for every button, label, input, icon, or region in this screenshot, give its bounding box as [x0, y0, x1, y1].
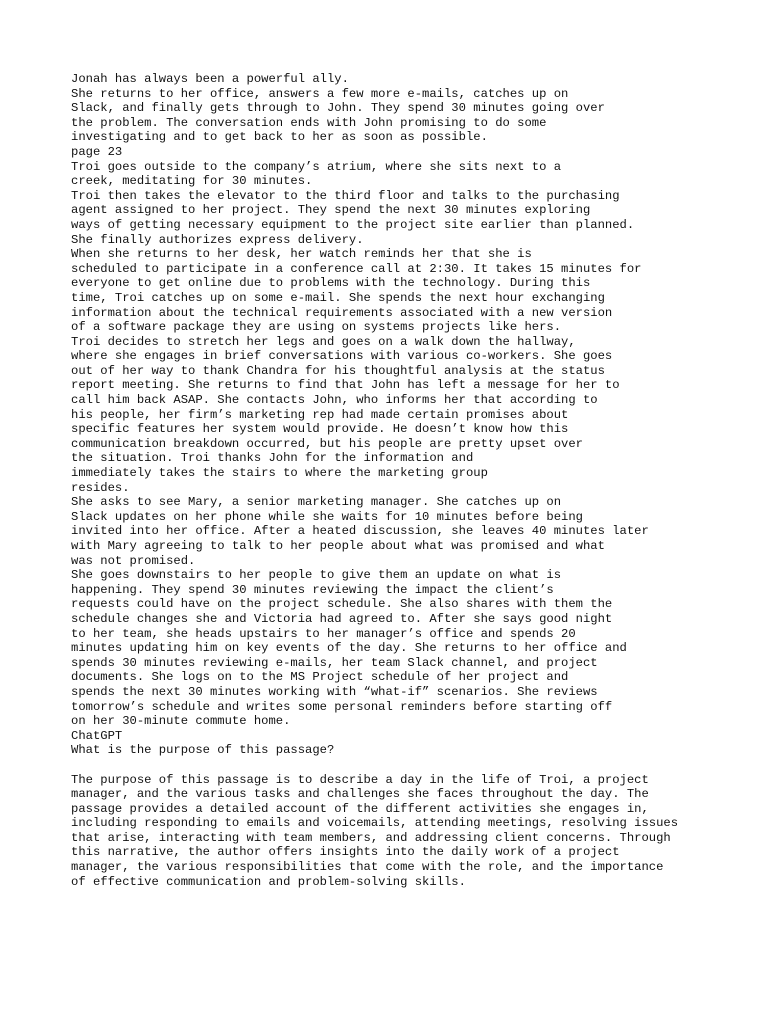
answer-line: The purpose of this passage is to describe a day in the life of Troi, a project	[71, 772, 649, 787]
passage-line: happening. They spend 30 minutes reviewing the impact the client’s	[71, 582, 554, 597]
answer-line: that arise, interacting with team members, and addressing client concerns. Through	[71, 830, 671, 845]
passage-line: page 23	[71, 144, 123, 159]
passage-line: Slack, and finally gets through to John. They spend 30 minutes going over	[71, 101, 605, 116]
passage-line: spends 30 minutes reviewing e-mails, her team Slack channel, and project	[71, 655, 598, 670]
passage-line: the problem. The conversation ends with John promising to do some	[71, 115, 547, 130]
answer-line: of effective communication and problem-solving skills.	[71, 874, 466, 889]
passage-line: where she engages in brief conversations with various co-workers. She goes	[71, 349, 613, 364]
passage-line: his people, her firm’s marketing rep had made certain promises about	[71, 407, 569, 422]
passage-line: schedule changes she and Victoria had agreed to. After she says good night	[71, 611, 613, 626]
passage-line: She asks to see Mary, a senior marketing manager. She catches up on	[71, 495, 562, 510]
passage-line: the situation. Troi thanks John for the information and	[71, 451, 474, 466]
passage-line: agent assigned to her project. They spend the next 30 minutes exploring	[71, 203, 591, 218]
passage-line: Jonah has always been a powerful ally.	[71, 72, 349, 86]
speaker-label: ChatGPT	[71, 728, 123, 743]
passage-line: scheduled to participate in a conference call at 2:30. It takes 15 minutes for	[71, 261, 642, 276]
passage-line: on her 30-minute commute home.	[71, 714, 291, 729]
answer-line: this narrative, the author offers insights into the daily work of a project	[71, 845, 620, 860]
passage-line: specific features her system would provide. He doesn’t know how this	[71, 422, 569, 437]
question-text: What is the purpose of this passage?	[71, 743, 335, 758]
passage-line: Troi then takes the elevator to the third floor and talks to the purchasing	[71, 188, 620, 203]
passage-line: tomorrow’s schedule and writes some personal reminders before starting off	[71, 699, 613, 714]
answer-line: passage provides a detailed account of the different activities she engages in,	[71, 801, 649, 816]
passage-line: requests could have on the project schedule. She also shares with them the	[71, 597, 613, 612]
passage-line: out of her way to thank Chandra for his thoughtful analysis at the status	[71, 363, 605, 378]
passage-line: Slack updates on her phone while she waits for 10 minutes before being	[71, 509, 583, 524]
passage-line: everyone to get online due to problems with the technology. During this	[71, 276, 591, 291]
passage-line: investigating and to get back to her as soon as possible.	[71, 130, 488, 145]
answer-line: manager, and the various tasks and challenges she faces throughout the day. The	[71, 787, 649, 802]
passage-line: of a software package they are using on systems projects like hers.	[71, 320, 562, 335]
passage-line: She returns to her office, answers a few more e-mails, catches up on	[71, 86, 569, 101]
answer-line: including responding to emails and voicemails, attending meetings, resolving issues	[71, 816, 679, 831]
passage-line: to her team, she heads upstairs to her manager’s office and spends 20	[71, 626, 576, 641]
passage-line: When she returns to her desk, her watch reminds her that she is	[71, 247, 532, 262]
passage-line: resides.	[71, 480, 130, 495]
answer-text	[71, 773, 761, 890]
passage-line: Troi goes outside to the company’s atrium, where she sits next to a	[71, 159, 562, 174]
passage-line: information about the technical requirements associated with a new version	[71, 305, 613, 320]
document-page	[71, 72, 761, 889]
spacer	[71, 758, 761, 773]
passage-line: spends the next 30 minutes working with “what-if” scenarios. She reviews	[71, 684, 598, 699]
answer-line: manager, the various responsibilities that come with the role, and the importance	[71, 860, 664, 875]
passage-line: time, Troi catches up on some e-mail. She spends the next hour exchanging	[71, 290, 605, 305]
passage-line: minutes updating him on key events of the day. She returns to her office and	[71, 641, 627, 656]
passage-line: Troi decides to stretch her legs and goes on a walk down the hallway,	[71, 334, 576, 349]
passage-text	[71, 72, 761, 729]
passage-line: creek, meditating for 30 minutes.	[71, 174, 313, 189]
passage-line: ways of getting necessary equipment to the project site earlier than planned.	[71, 217, 635, 232]
passage-line: report meeting. She returns to find that John has left a message for her to	[71, 378, 620, 393]
passage-line: immediately takes the stairs to where the marketing group	[71, 466, 488, 481]
passage-line: documents. She logs on to the MS Project schedule of her project and	[71, 670, 569, 685]
passage-line: communication breakdown occurred, but his people are pretty upset over	[71, 436, 583, 451]
passage-line: She goes downstairs to her people to give them an update on what is	[71, 568, 562, 583]
passage-line: She finally authorizes express delivery.	[71, 232, 364, 247]
passage-line: was not promised.	[71, 553, 196, 568]
passage-line: with Mary agreeing to talk to her people about what was promised and what	[71, 539, 605, 553]
passage-line: invited into her office. After a heated discussion, she leaves 40 minutes later	[71, 524, 649, 539]
passage-line: call him back ASAP. She contacts John, who informs her that according to	[71, 393, 598, 408]
